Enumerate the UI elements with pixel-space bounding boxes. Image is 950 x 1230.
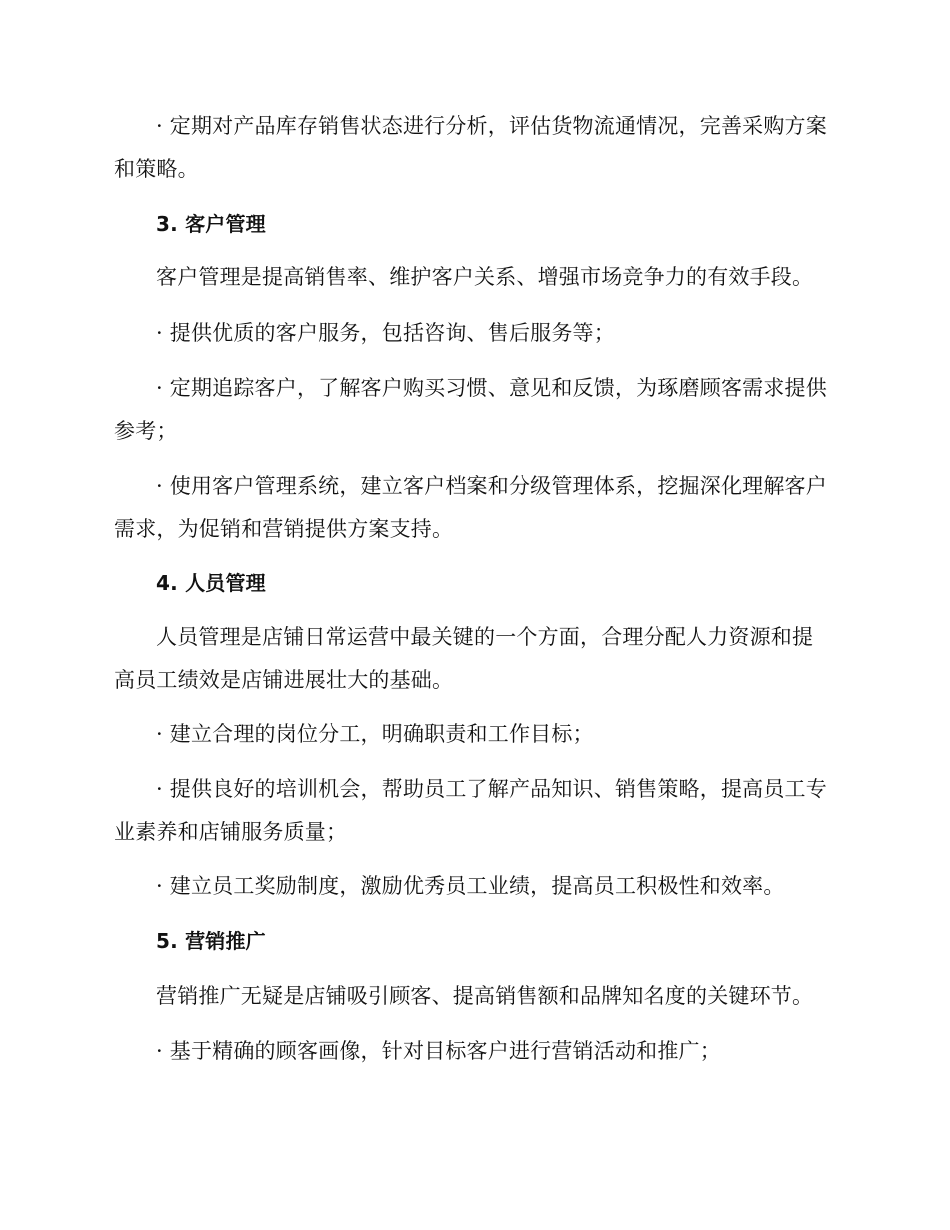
paragraph-inventory-analysis: · 定期对产品库存销售状态进行分析，评估货物流通情况，完善采购方案和策略。 bbox=[114, 114, 827, 181]
section-heading-staff-management: 4. 人员管理 bbox=[156, 571, 266, 595]
paragraph-staff-rewards: · 建立员工奖励制度，激励优秀员工业绩，提高员工积极性和效率。 bbox=[156, 874, 785, 898]
paragraph-customer-system: · 使用客户管理系统，建立客户档案和分级管理体系，挖掘深化理解客户需求，为促销和营销提供方案支持。 bbox=[114, 474, 827, 541]
paragraph-staff-training: · 提供良好的培训机会，帮助员工了解产品知识、销售策略，提高员工专业素养和店铺服务质量； bbox=[114, 777, 827, 844]
paragraph-marketing-intro: 营销推广无疑是店铺吸引顾客、提高销售额和品牌知名度的关键环节。 bbox=[156, 984, 814, 1008]
paragraph-customer-tracking: · 定期追踪客户，了解客户购买习惯、意见和反馈，为琢磨顾客需求提供参考； bbox=[114, 376, 827, 443]
paragraph-marketing-targeting: · 基于精确的顾客画像，针对目标客户进行营销活动和推广； bbox=[156, 1039, 721, 1063]
section-heading-customer-management: 3. 客户管理 bbox=[156, 212, 266, 236]
section-heading-marketing: 5. 营销推广 bbox=[156, 929, 266, 953]
paragraph-staff-intro: 人员管理是店铺日常运营中最关键的一个方面，合理分配人力资源和提高员工绩效是店铺进展壮大的基础。 bbox=[114, 625, 814, 692]
paragraph-customer-intro: 客户管理是提高销售率、维护客户关系、增强市场竞争力的有效手段。 bbox=[156, 265, 814, 289]
paragraph-customer-service: · 提供优质的客户服务，包括咨询、售后服务等； bbox=[156, 321, 615, 345]
paragraph-staff-roles: · 建立合理的岗位分工，明确职责和工作目标； bbox=[156, 722, 594, 746]
